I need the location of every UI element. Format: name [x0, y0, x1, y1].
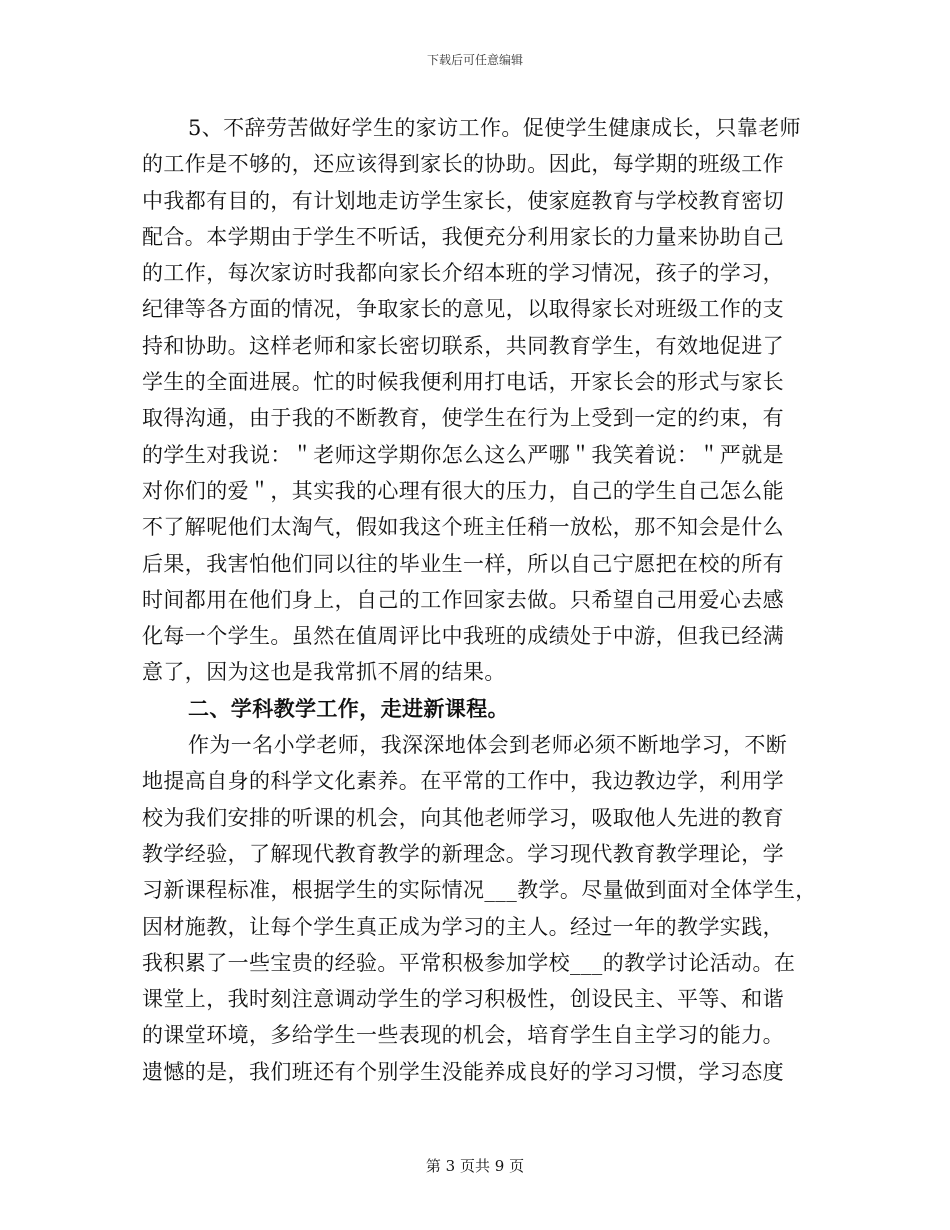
- text-line: 习新课程标准，根据学生的实际情况___教学。尽量做到面对全体学生，: [142, 878, 817, 903]
- text-line: 时间都用在他们身上，自己的工作回家去做。只希望自己用爱心去感: [142, 587, 784, 612]
- text-line: 遗憾的是，我们班还有个别学生没能养成良好的学习习惯，学习态度: [142, 1059, 784, 1084]
- page-number: 第 3 页共 9 页: [425, 1157, 525, 1175]
- text-line: 的课堂环境，多给学生一些表现的机会，培育学生自主学习的能力。: [142, 1023, 784, 1048]
- text-line: 地提高自身的科学文化素养。在平常的工作中，我边教边学，利用学: [142, 769, 784, 794]
- text-line: 的学生对我说：＂老师这学期你怎么这么严哪＂我笑着说：＂严就是: [142, 442, 784, 467]
- section-heading: 二、学科教学工作，走进新课程。: [188, 695, 509, 721]
- text-line: 配合。本学期由于学生不听话，我便充分利用家长的力量来协助自己: [142, 224, 784, 249]
- text-line: 因材施教，让每个学生真正成为学习的主人。经过一年的教学实践，: [142, 914, 784, 939]
- text-line: 中我都有目的，有计划地走访学生家长，使家庭教育与学校教育密切: [142, 188, 784, 213]
- text-line: 纪律等各方面的情况，争取家长的意见，以取得家长对班级工作的支: [142, 297, 784, 322]
- text-line: 作为一名小学老师，我深深地体会到老师必须不断地学习，不断: [188, 733, 788, 758]
- text-line: 5、不辞劳苦做好学生的家访工作。促使学生健康成长，只靠老师: [188, 116, 801, 140]
- text-line: 的工作是不够的，还应该得到家长的协助。因此，每学期的班级工作: [142, 152, 784, 177]
- text-line: 化每一个学生。虽然在值周评比中我班的成绩处于中游，但我已经满: [142, 624, 784, 649]
- text-line: 对你们的爱＂，其实我的心理有很大的压力，自己的学生自己怎么能: [142, 478, 784, 503]
- text-line: 教学经验，了解现代教育教学的新理念。学习现代教育教学理论，学: [142, 841, 784, 866]
- page-header: 下载后可任意编辑: [426, 53, 523, 67]
- text-line: 意了，因为这也是我常抓不屑的结果。: [142, 660, 506, 685]
- text-line: 学生的全面进展。忙的时候我便利用打电话，开家长会的形式与家长: [142, 370, 784, 395]
- text-line: 课堂上，我时刻注意调动学生的学习积极性，创设民主、平等、和谐: [142, 987, 784, 1012]
- text-line: 的工作，每次家访时我都向家长介绍本班的学习情况，孩子的学习，: [142, 261, 784, 286]
- text-line: 校为我们安排的听课的机会，向其他老师学习，吸取他人先进的教育: [142, 805, 784, 830]
- text-line: 不了解呢他们太淘气，假如我这个班主任稍一放松，那不知会是什么: [142, 515, 784, 540]
- text-line: 持和协助。这样老师和家长密切联系，共同教育学生，有效地促进了: [142, 333, 784, 358]
- text-line: 我积累了一些宝贵的经验。平常积极参加学校___的教学讨论活动。在: [142, 950, 796, 975]
- document-body: [142, 110, 817, 1090]
- text-line: 后果，我害怕他们同以往的毕业生一样，所以自己宁愿把在校的所有: [142, 551, 784, 576]
- text-line: 取得沟通，由于我的不断教育，使学生在行为上受到一定的约束，有: [142, 406, 784, 431]
